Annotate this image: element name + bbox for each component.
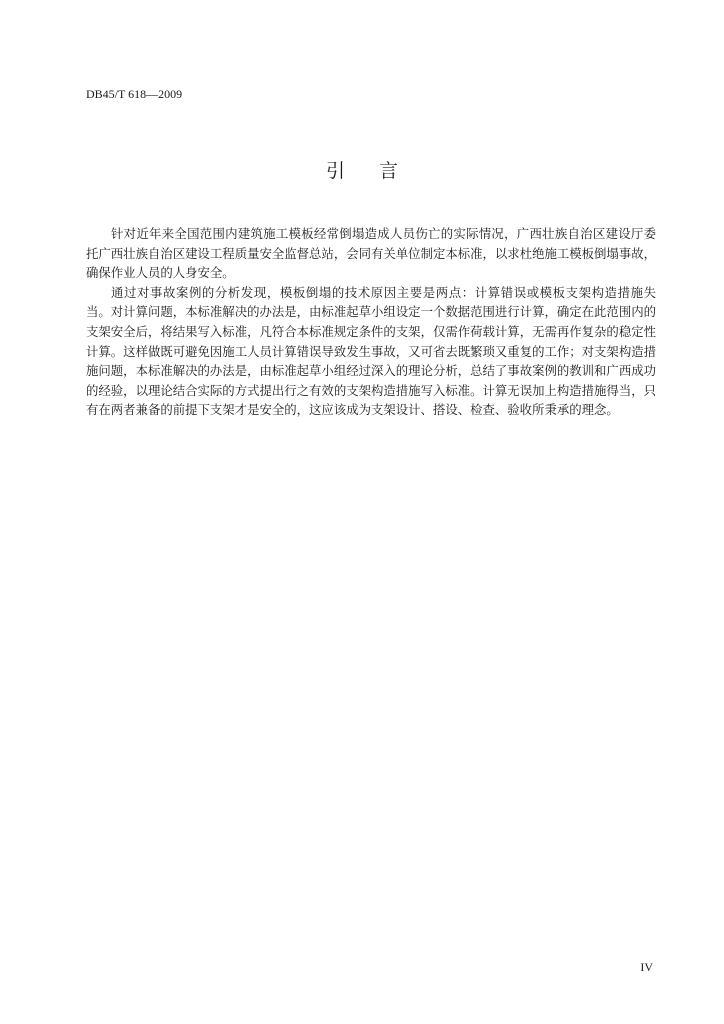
standard-code: DB45/T 618—2009	[86, 87, 183, 101]
page-title	[0, 156, 724, 183]
title-char-2: 言	[379, 160, 399, 182]
page-number: IV	[640, 960, 653, 974]
paragraph-2: 通过对事故案例的分析发现，模板倒塌的技术原因主要是两点：计算错误或模板支架构造措施失当。对计算问题，本标准解决的办法是，由标准起草小组设定一个数据范围进行计算，确定在此范围内的支架安全后，将结果写入标准，凡符合本标准规定条件的支架，仅需作荷载计算，无需再作复杂的稳定性计算。这样做既可避免因施工人员计算错误导致发生事故，又可省去既繁琐又重复的工作；对支架构造措施问题，本标准解决的办法是，由标准起草小组经过深入的理论分析，总结了事故案例的教训和广西成功的经验，以理论结合实际的方式提出行之有效的支架构造措施写入标准。计算无误加上构造措施得当，只有在两者兼备的前提下支架才是安全的，这应该成为支架设计、搭设、检查、验收所秉承的理念。	[86, 284, 656, 418]
paragraph-1: 针对近年来全国范围内建筑施工模板经常倒塌造成人员伤亡的实际情况，广西壮族自治区建设厅委托广西壮族自治区建设工程质量安全监督总站，会同有关单位制定本标准，以求杜绝施工模板倒塌事故，确保作业人员的人身安全。	[86, 226, 656, 281]
introduction-body	[86, 224, 656, 420]
title-char-1: 引	[325, 160, 345, 182]
